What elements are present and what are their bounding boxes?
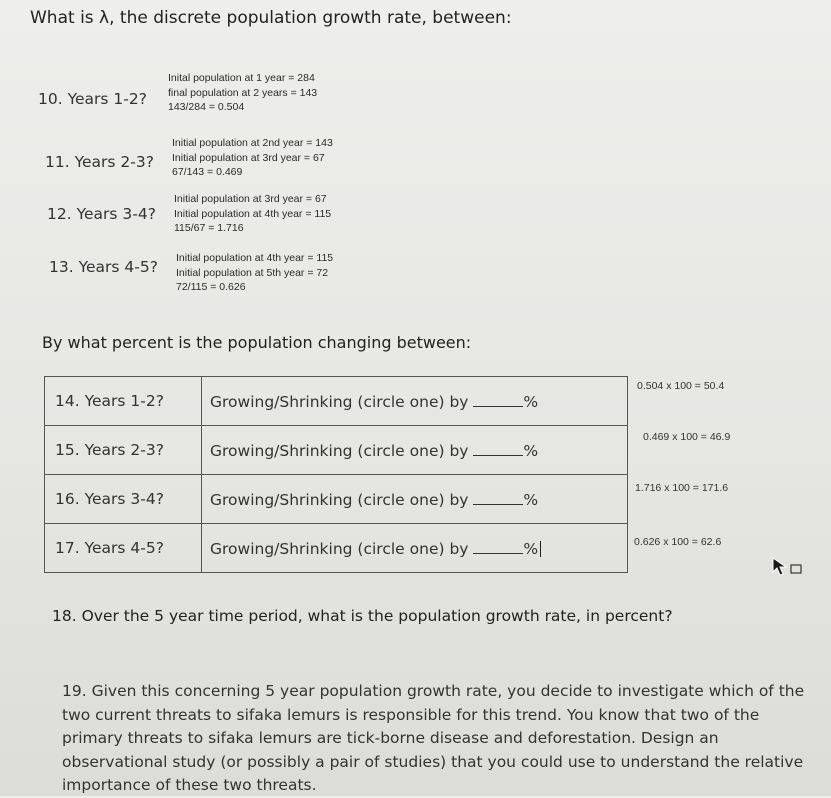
note-line: Initial population at 4th year = 115 (176, 252, 334, 264)
note-line: 115/67 = 1.716 (174, 222, 244, 234)
calc-17: 0.626 x 100 = 62.6 (634, 536, 722, 548)
note-line: 143/284 = 0.504 (168, 101, 245, 113)
answer-cell (202, 524, 628, 573)
answer-cell (202, 377, 628, 426)
question-10-notes (168, 71, 317, 115)
note-line: Initial population at 3rd year = 67 (172, 151, 325, 164)
question-13-label: 13. Years 4-5? (49, 258, 158, 276)
question-10-label: 10. Years 1-2? (38, 90, 147, 108)
question-19: 19. Given this concerning 5 year population growth rate, you decide to investigate which of the two current threats to sifaka lemurs is responsible for this trend. You know that two of the primary threats to sifaka lemurs are tick-borne disease and deforestation. Design an observational study (or possibly a pair of studies) that you could use to understand the relative importance of these two threats. (62, 682, 805, 794)
answer-blank[interactable] (473, 392, 523, 407)
question-12-label: 12. Years 3-4? (47, 205, 156, 223)
growth-prompt: Growing/Shrinking (circle one) by (210, 441, 469, 460)
table-row (45, 426, 628, 475)
note-line: Initial population at 2nd year = 143 (172, 137, 333, 149)
percent-sign: % (523, 392, 539, 411)
question-16-label: 16. Years 3-4? (45, 475, 202, 524)
answer-blank[interactable] (473, 539, 523, 554)
note-line: Inital population at 1 year = 284 (168, 72, 315, 84)
note-line: 72/115 = 0.626 (176, 281, 246, 293)
table-row (45, 524, 628, 573)
table-row (45, 377, 628, 426)
question-11-notes (172, 136, 333, 180)
growth-prompt: Growing/Shrinking (circle one) by (210, 539, 469, 558)
note-line: final population at 2 years = 143 (168, 86, 318, 99)
question-18: 18. Over the 5 year time period, what is the population growth rate, in percent? (52, 607, 673, 625)
page-heading: What is λ, the discrete population growth rate, between: (30, 8, 512, 28)
calc-15: 0.469 x 100 = 46.9 (643, 431, 731, 443)
answer-blank[interactable] (473, 441, 523, 456)
question-13-notes (176, 251, 333, 295)
note-line: 67/143 = 0.469 (172, 166, 243, 178)
percent-sign: % (523, 441, 539, 460)
answer-cell (202, 475, 628, 524)
growth-prompt: Growing/Shrinking (circle one) by (210, 490, 469, 509)
question-17-label: 17. Years 4-5? (45, 524, 202, 573)
note-line: Initial population at 4th year = 115 (174, 207, 332, 220)
question-14-label: 14. Years 1-2? (45, 377, 202, 426)
text-caret (540, 541, 541, 557)
question-11-label: 11. Years 2-3? (45, 153, 154, 171)
growth-prompt: Growing/Shrinking (circle one) by (210, 392, 469, 411)
calc-14: 0.504 x 100 = 50.4 (637, 380, 725, 392)
percent-heading: By what percent is the population changing between: (42, 333, 472, 352)
question-12-notes (174, 192, 331, 236)
percent-table (44, 376, 628, 573)
mouse-pointer-icon (771, 556, 805, 584)
note-line: Initial population at 5th year = 72 (176, 266, 329, 279)
note-line: Initial population at 3rd year = 67 (174, 193, 327, 205)
calc-16: 1.716 x 100 = 171.6 (635, 482, 729, 494)
table-row (45, 475, 628, 524)
percent-sign: % (523, 539, 539, 558)
answer-cell (202, 426, 628, 475)
percent-sign: % (523, 490, 539, 509)
answer-blank[interactable] (473, 490, 523, 505)
question-15-label: 15. Years 2-3? (45, 426, 202, 475)
